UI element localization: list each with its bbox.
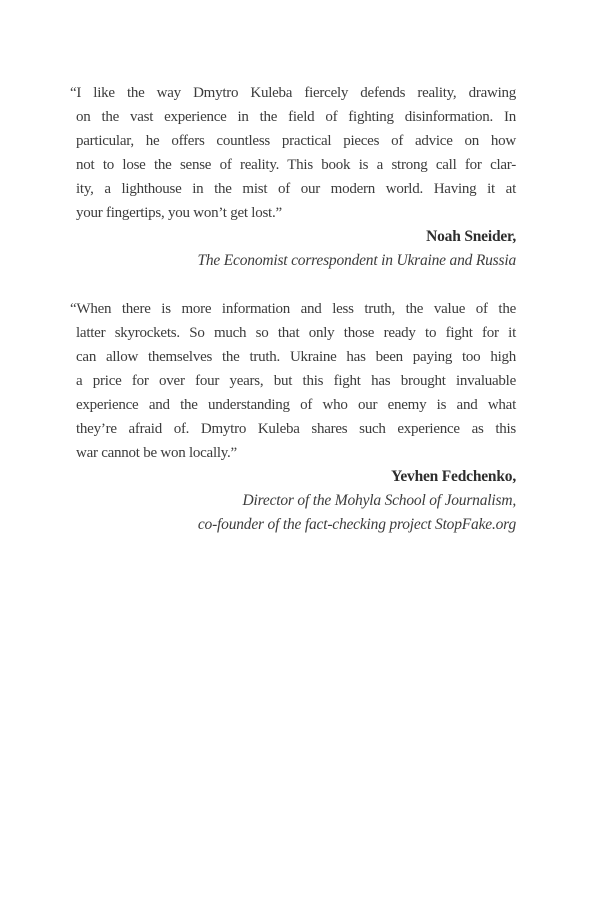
- quote-line: a price for over four years, but this fight has brought invaluable: [76, 373, 516, 389]
- page-content: [70, 81, 516, 537]
- quote-line: “I like the way Dmytro Kuleba fiercely defends reality, drawing: [70, 85, 516, 101]
- quote-line: they’re afraid of. Dmytro Kuleba shares such experience as this: [76, 421, 516, 437]
- attribution-role: co-founder of the fact-checking project StopFake.org: [197, 516, 516, 533]
- quote-line: particular, he offers countless practical pieces of advice on how: [76, 133, 516, 149]
- testimonial-quote-2: [70, 297, 516, 537]
- attribution-role: The Economist correspondent in Ukraine and Russia: [197, 252, 516, 269]
- quote-line: latter skyrockets. So much so that only those ready to fight for it: [76, 325, 516, 341]
- quote-line: war cannot be won locally.”: [76, 445, 237, 461]
- attribution-role: Director of the Mohyla School of Journalism,: [242, 492, 516, 509]
- block-spacer: [76, 273, 516, 297]
- quote-line: not to lose the sense of reality. This book is a strong call for clar-: [76, 157, 516, 173]
- attribution-name: Yevhen Fedchenko,: [391, 468, 516, 485]
- quote-line: experience and the understanding of who our enemy is and what: [76, 397, 516, 413]
- quote-line: “When there is more information and less truth, the value of the: [70, 301, 516, 317]
- quote-line: ity, a lighthouse in the mist of our modern world. Having it at: [76, 181, 516, 197]
- testimonial-quote-1: [70, 81, 516, 273]
- quote-line: can allow themselves the truth. Ukraine has been paying too high: [76, 349, 516, 365]
- quote-line: on the vast experience in the field of fighting disinformation. In: [76, 109, 516, 125]
- attribution-name: Noah Sneider,: [426, 228, 516, 245]
- quote-line: your fingertips, you won’t get lost.”: [76, 205, 282, 221]
